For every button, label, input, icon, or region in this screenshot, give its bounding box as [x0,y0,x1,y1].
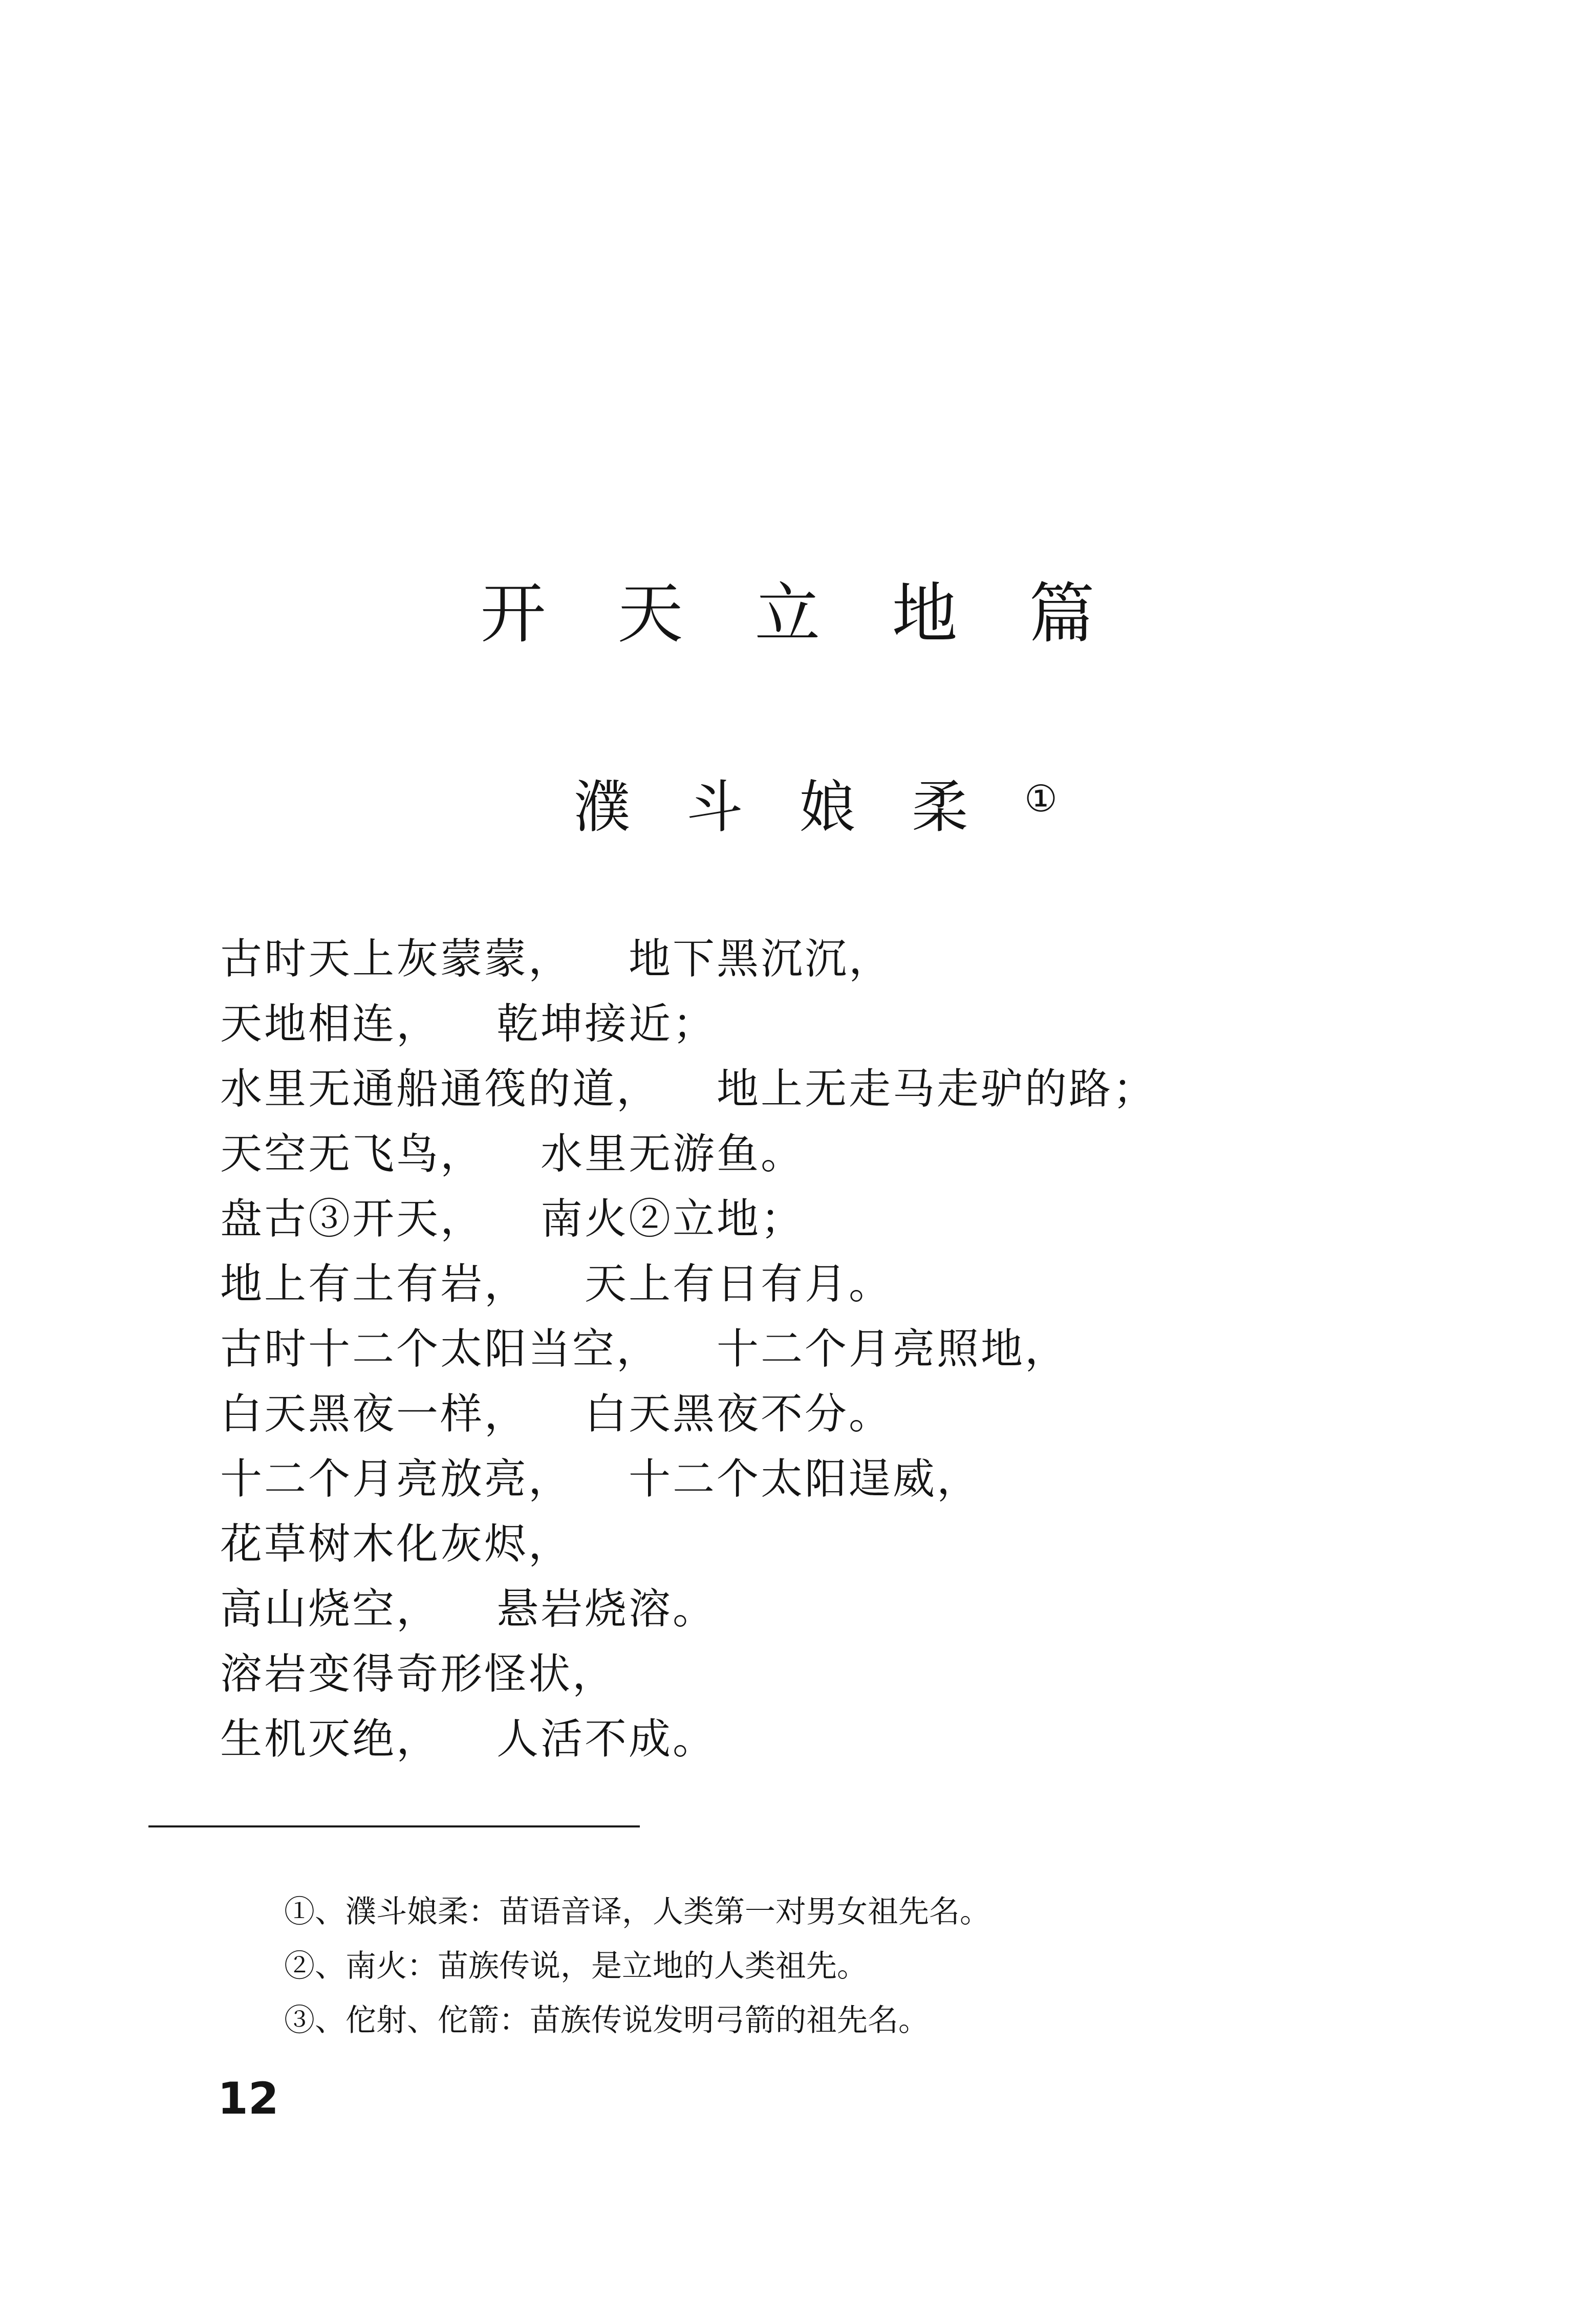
poem-line-second-half: 白天黑夜不分。 [585,1390,893,1438]
footnote: ③、佗射、佗箭：苗族传说发明弓箭的祖先名。 [284,2003,929,2038]
footnote-divider [148,1825,640,1827]
poem-line [220,927,1474,992]
poem-line-first-half: 古时十二个太阳当空， [220,1325,661,1373]
poem-line-second-half: 十二个太阳逞威， [629,1455,981,1503]
poem-line-second-half: 悬岩烧溶。 [497,1585,717,1633]
poem-line-first-half: 生机灭绝， [220,1715,441,1763]
poem-line-second-half: 天上有日有月。 [585,1260,893,1308]
poem-line [220,1382,1474,1447]
poem-line-second-half: 南火②立地； [541,1195,805,1243]
poem-line-first-half: 十二个月亮放亮， [220,1455,573,1503]
poem-line-second-half: 人活不成。 [497,1715,717,1763]
poem-line-second-half: 地上无走马走驴的路； [717,1065,1157,1113]
poem-line-first-half: 溶岩变得奇形怪状， [220,1650,617,1698]
poem-line [220,992,1474,1057]
page-number: 12 [218,2073,279,2124]
poem-line-second-half: 水里无游鱼。 [541,1130,805,1178]
poem-line-second-half: 地下黑沉沉， [629,935,893,983]
footnote: ②、南火：苗族传说，是立地的人类祖先。 [284,1948,868,1984]
footnotes [284,1885,1461,2048]
poem-line [220,1577,1474,1642]
section-title: 开天立地篇 [480,576,1167,652]
poem-line-first-half: 古时天上灰蒙蒙， [220,935,573,983]
poem-line [220,1707,1474,1772]
poem-line [220,1317,1474,1382]
footnote: ①、濮斗娘柔：苗语音译，人类第一对男女祖先名。 [284,1894,990,1930]
footnote-marker: ① [1024,777,1058,820]
poem-body [220,927,1474,1772]
poem-line [220,1187,1474,1252]
poem-line-first-half: 高山烧空， [220,1585,441,1633]
poem-line [220,1512,1474,1577]
poem-line [220,1252,1474,1317]
poem-line-first-half: 地上有土有岩， [220,1260,529,1308]
poem-line-first-half: 天空无飞鸟， [220,1130,485,1178]
poem-line-first-half: 花草树木化灰烬， [220,1520,573,1568]
poem-line-second-half: 乾坤接近； [497,1000,717,1048]
poem-line [220,1057,1474,1122]
poem-line-first-half: 天地相连， [220,1000,441,1048]
poem-line [220,1122,1474,1187]
poem-line-first-half: 盘古③开天， [220,1195,485,1243]
poem-line-first-half: 白天黑夜一样， [220,1390,529,1438]
poem-line [220,1642,1474,1707]
poem-title-text: 濮斗娘柔 [574,774,1025,840]
poem-title [0,763,1575,843]
poem-line-second-half: 十二个月亮照地， [717,1325,1069,1373]
poem-line-first-half: 水里无通船通筏的道， [220,1065,661,1113]
poem-line [220,1447,1474,1512]
